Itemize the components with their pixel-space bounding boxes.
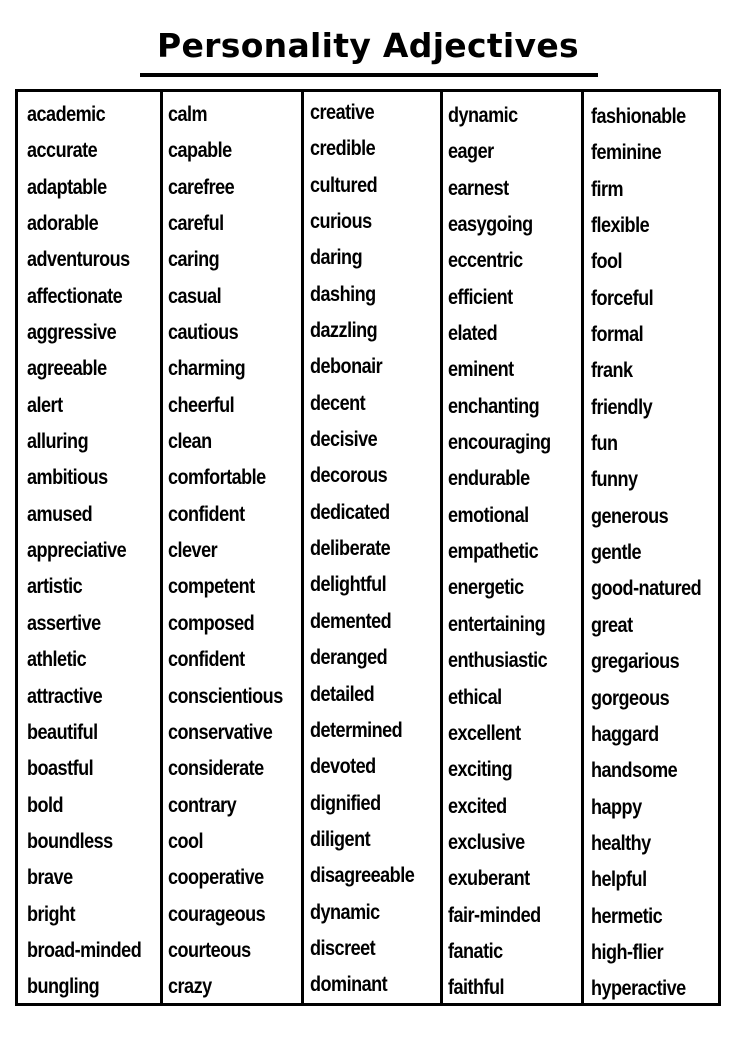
adjective-item: demented: [310, 609, 392, 633]
adjective-item: dazzling: [310, 319, 378, 343]
adjective-item: daring: [310, 246, 363, 270]
adjective-item: high-flier: [591, 940, 664, 964]
adjective-item: helpful: [591, 868, 647, 892]
adjective-item: broad-minded: [27, 938, 142, 962]
adjective-item: formal: [591, 323, 644, 347]
adjective-item: academic: [27, 103, 106, 126]
column-4: [440, 92, 581, 1003]
adjective-item: capable: [168, 139, 232, 163]
adjective-item: gorgeous: [591, 686, 670, 710]
adjective-item: forceful: [591, 286, 654, 310]
adjective-item: exciting: [448, 758, 513, 782]
adjective-item: bungling: [27, 975, 100, 999]
adjective-item: creative: [310, 101, 375, 124]
adjective-item: devoted: [310, 755, 376, 779]
adjective-item: dignified: [310, 791, 381, 815]
word-list: [18, 92, 160, 1006]
word-list: [304, 92, 440, 1004]
adjective-item: dashing: [310, 282, 376, 306]
adjective-item: easygoing: [448, 213, 533, 237]
adjective-item: entertaining: [448, 612, 546, 636]
adjective-item: dominant: [310, 973, 388, 997]
adjective-item: good-natured: [591, 577, 702, 601]
adjective-item: fun: [591, 432, 618, 456]
adjective-item: generous: [591, 504, 669, 528]
adjective-item: enchanting: [448, 394, 540, 418]
adjective-item: charming: [168, 357, 246, 381]
adjective-item: brave: [27, 866, 73, 890]
adjective-item: dynamic: [310, 900, 380, 924]
adjective-item: funny: [591, 468, 638, 492]
adjective-item: cool: [168, 829, 204, 853]
adjective-item: fair-minded: [448, 903, 541, 927]
adjective-item: beautiful: [27, 720, 98, 744]
adjective-item: happy: [591, 795, 642, 819]
word-list: [584, 92, 718, 1008]
adjective-item: clever: [168, 539, 218, 563]
adjective-item: delightful: [310, 573, 387, 597]
column-3: [301, 92, 440, 1003]
adjective-item: boastful: [27, 757, 94, 781]
adjective-item: affectionate: [27, 284, 123, 308]
adjective-item: feminine: [591, 141, 662, 165]
adjective-item: enthusiastic: [448, 649, 548, 673]
adjective-item: debonair: [310, 355, 383, 379]
adjective-item: considerate: [168, 757, 264, 781]
adjective-item: faithful: [448, 976, 505, 1000]
adjective-item: alert: [27, 393, 63, 417]
adjective-item: composed: [168, 611, 255, 635]
adjective-item: cooperative: [168, 866, 264, 890]
adjective-item: eccentric: [448, 249, 523, 273]
adjective-item: cheerful: [168, 393, 235, 417]
adjective-item: fanatic: [448, 939, 503, 963]
adjective-item: alluring: [27, 430, 89, 454]
adjective-item: emotional: [448, 503, 529, 527]
adjective-item: bright: [27, 902, 76, 926]
adjective-item: gentle: [591, 541, 642, 565]
adjective-item: credible: [310, 137, 376, 161]
adjective-item: attractive: [27, 684, 103, 708]
adjective-item: aggressive: [27, 321, 117, 345]
adjective-item: decent: [310, 391, 366, 415]
adjective-item: haggard: [591, 722, 659, 746]
adjective-item: athletic: [27, 648, 87, 672]
adjective-item: appreciative: [27, 539, 127, 563]
adjective-item: decisive: [310, 428, 378, 452]
adjective-item: crazy: [168, 975, 212, 999]
adjective-item: eminent: [448, 358, 514, 382]
adjective-item: encouraging: [448, 431, 551, 455]
adjective-item: conservative: [168, 720, 273, 744]
adjective-item: adaptable: [27, 175, 107, 199]
adjective-item: gregarious: [591, 650, 680, 674]
adjective-item: assertive: [27, 611, 101, 635]
adjective-item: efficient: [448, 285, 513, 309]
adjective-item: handsome: [591, 759, 678, 783]
adjective-item: clean: [168, 430, 212, 454]
adjective-item: confident: [168, 648, 245, 672]
adjective-item: detailed: [310, 682, 375, 706]
adjective-item: conscientious: [168, 684, 283, 708]
adjective-item: friendly: [591, 395, 653, 419]
adjective-item: great: [591, 613, 633, 637]
adjective-item: artistic: [27, 575, 83, 599]
adjective-item: dedicated: [310, 500, 390, 524]
title-underline: [140, 73, 598, 77]
adjective-item: fool: [591, 250, 623, 274]
word-list: [443, 92, 581, 1007]
column-5: [581, 92, 718, 1003]
adjective-item: determined: [310, 718, 403, 742]
adjective-item: energetic: [448, 576, 524, 600]
adjective-item: hermetic: [591, 904, 663, 928]
column-2: [160, 92, 301, 1003]
adjective-item: flexible: [591, 214, 650, 238]
adjective-item: boundless: [27, 829, 113, 853]
adjective-item: adventurous: [27, 248, 130, 272]
adjective-item: calm: [168, 103, 208, 126]
adjective-item: cultured: [310, 173, 378, 197]
adjective-item: competent: [168, 575, 255, 599]
adjective-item: firm: [591, 177, 624, 201]
adjective-item: excellent: [448, 721, 521, 745]
adjective-item: caring: [168, 248, 220, 272]
adjective-item: diligent: [310, 827, 371, 851]
adjective-item: cautious: [168, 321, 239, 345]
adjective-item: bold: [27, 793, 64, 817]
adjective-item: courteous: [168, 938, 251, 962]
adjective-item: contrary: [168, 793, 237, 817]
adjective-item: agreeable: [27, 357, 107, 381]
adjective-item: healthy: [591, 831, 651, 855]
adjective-item: deranged: [310, 646, 388, 670]
adjective-item: hyperactive: [591, 977, 686, 1001]
adjective-item: comfortable: [168, 466, 266, 490]
adjective-item: frank: [591, 359, 633, 383]
adjective-item: ambitious: [27, 466, 108, 490]
adjective-item: excited: [448, 794, 507, 818]
word-list: [163, 92, 301, 1006]
page-title: Personality Adjectives: [157, 26, 579, 65]
adjective-item: confident: [168, 502, 245, 526]
adjective-item: earnest: [448, 176, 509, 200]
adjective-item: disagreeable: [310, 864, 415, 888]
adjective-item: curious: [310, 210, 372, 234]
adjectives-table: [15, 89, 721, 1006]
adjective-item: empathetic: [448, 540, 539, 564]
adjective-item: exuberant: [448, 867, 530, 891]
adjective-item: exclusive: [448, 830, 525, 854]
adjective-item: deliberate: [310, 537, 391, 561]
column-1: [18, 92, 160, 1003]
adjective-item: elated: [448, 322, 498, 346]
adjective-item: careful: [168, 212, 224, 236]
adjective-item: eager: [448, 140, 494, 164]
adjective-item: adorable: [27, 212, 99, 236]
adjective-item: accurate: [27, 139, 98, 163]
adjective-item: dynamic: [448, 104, 518, 127]
adjective-item: carefree: [168, 175, 235, 199]
adjective-item: courageous: [168, 902, 266, 926]
adjective-item: casual: [168, 284, 222, 308]
adjective-item: endurable: [448, 467, 530, 491]
adjective-item: fashionable: [591, 105, 686, 128]
adjective-item: discreet: [310, 936, 376, 960]
adjective-item: decorous: [310, 464, 388, 488]
adjective-item: ethical: [448, 685, 502, 709]
adjective-item: amused: [27, 502, 93, 526]
